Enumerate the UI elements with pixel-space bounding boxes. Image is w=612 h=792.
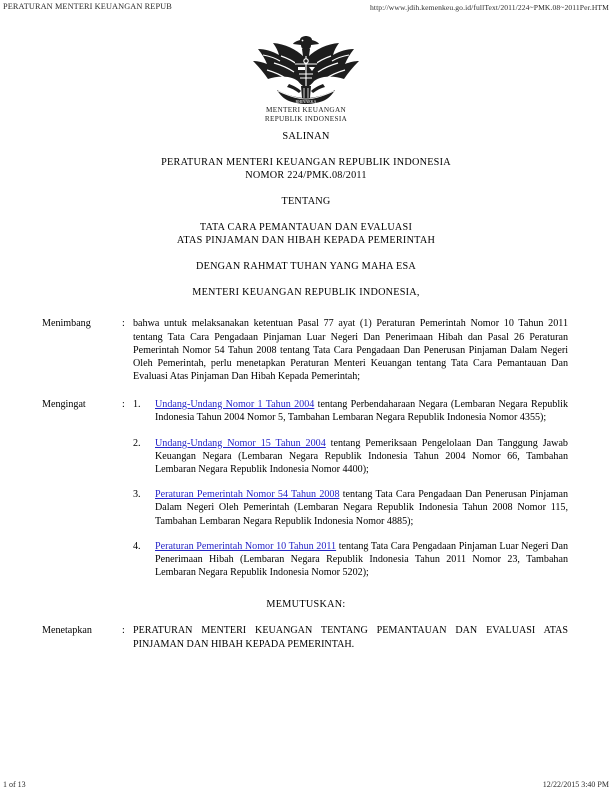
establishing-text: PERATURAN MENTERI KEUANGAN TENTANG PEMANTAUAN DAN EVALUASI ATAS PINJAMAN DAN HIBAH KEPADA PEMERINTAH. (133, 625, 568, 650)
recalling-colon: : (122, 398, 125, 410)
subject-line-1: TATA CARA PEMANTAUAN DAN EVALUASI (199, 222, 413, 234)
browser-print-footer (0, 775, 612, 789)
establishing-label: Menetapkan (42, 625, 92, 637)
print-timestamp: 12/22/2015 3:40 PM (542, 780, 609, 789)
emblem-block (0, 36, 612, 124)
list-item (133, 398, 568, 424)
garuda-pancasila-emblem (252, 36, 360, 106)
tentang-label: TENTANG (281, 196, 331, 208)
list-item (133, 437, 568, 476)
invocation-line: DENGAN RAHMAT TUHAN YANG MAHA ESA (195, 261, 417, 273)
issuing-authority-line: MENTERI KEUANGAN REPUBLIK INDONESIA, (192, 287, 420, 299)
browser-header-url: http://www.jdih.kemenkeu.go.id/fullText/2011/224~PMK.08~2011Per.HTM (369, 2, 609, 12)
list-item-number: 2. (133, 437, 141, 449)
emblem-caption-line-2: REPUBLIK INDONESIA (264, 115, 348, 124)
considering-colon: : (122, 318, 125, 330)
browser-header-document-title: PERATURAN MENTERI KEUANGAN REPUB (3, 2, 172, 11)
considering-text: bahwa untuk melaksanakan ketentuan Pasal 77 ayat (1) Peraturan Pemerintah Nomor 10 Tahun 2011 tentang Tata Cara Pengadaan Pinjaman Luar Negeri Dan Penerimaan Hibah dan Pasal 26 Peraturan Pemerintah Nomor 54 Tahun 2008 tentang Tata Cara Pengadaan Dan Penerusan Pinjaman Dalam Negeri Oleh Pemerintah, perlu menetapkan Peraturan Menteri Keuangan tentang Tata Cara Pemantauan Dan Evaluasi Atas Pinjaman Dan Hibah Kepada Pemerintah; (133, 318, 568, 382)
subject-line-2: ATAS PINJAMAN DAN HIBAH KEPADA PEMERINTAH (176, 235, 436, 247)
legal-basis-link[interactable]: Undang-Undang Nomor 15 Tahun 2004 (155, 437, 326, 449)
establishing-clause (0, 624, 612, 650)
legal-basis-link[interactable]: Peraturan Pemerintah Nomor 54 Tahun 2008 (155, 489, 340, 501)
regulation-number: NOMOR 224/PMK.08/2011 (245, 170, 367, 182)
recalling-label: Mengingat (42, 398, 86, 410)
considering-clause (0, 317, 612, 382)
legal-basis-text: tentang Tata Cara Pengadaan Dan Penerusan Pinjaman Dalam Negeri Oleh Pemerintah (Lembaran Negara Republik Indonesia Tahun 2008 Nomor 115, Tambahan Lembaran Negara Republik Indonesia Nomor 4885); (155, 489, 568, 527)
decides-heading: MEMUTUSKAN: (266, 599, 346, 611)
considering-label: Menimbang (42, 318, 91, 330)
legal-basis-list (133, 398, 568, 580)
document-body (0, 36, 612, 651)
recalling-clause (0, 398, 612, 580)
svg-text:BHINNEKA: BHINNEKA (295, 99, 317, 104)
page-number-indicator: 1 of 13 (3, 780, 26, 789)
list-item (133, 540, 568, 579)
emblem-caption-line-1: MENTERI KEUANGAN (265, 106, 347, 114)
salinan-label: SALINAN (282, 131, 330, 143)
regulation-title: PERATURAN MENTERI KEUANGAN REPUBLIK INDONESIA (161, 157, 451, 169)
list-item (133, 488, 568, 527)
legal-basis-text: tentang Tata Cara Pengadaan Pinjaman Luar Negeri Dan Penerimaan Hibah (Lembaran Negara Republik Indonesia Tahun 2011 Nomor 23, Tambahan Lembaran Negara Republik Indonesia Nomor 5202); (155, 541, 568, 579)
list-item-number: 3. (133, 489, 141, 501)
legal-basis-text: tentang Pemeriksaan Pengelolaan Dan Tanggung Jawab Keuangan Negara (Lembaran Negara Republik Indonesia Tahun 2004 Nomor 66, Tambahan Lembaran Negara Republik Indonesia Nomor 4400); (155, 437, 568, 475)
list-item-number: 4. (133, 541, 141, 553)
legal-basis-link[interactable]: Undang-Undang Nomor 1 Tahun 2004 (155, 398, 315, 410)
browser-print-header (0, 2, 612, 18)
list-item-number: 1. (133, 398, 141, 410)
legal-basis-text: tentang Perbendaharaan Negara (Lembaran Negara Republik Indonesia Tahun 2004 Nomor 5, Tambahan Lembaran Negara Republik Indonesia Nomor 4355); (155, 398, 568, 423)
legal-basis-link[interactable]: Peraturan Pemerintah Nomor 10 Tahun 2011 (155, 541, 337, 553)
establishing-colon: : (122, 625, 125, 637)
